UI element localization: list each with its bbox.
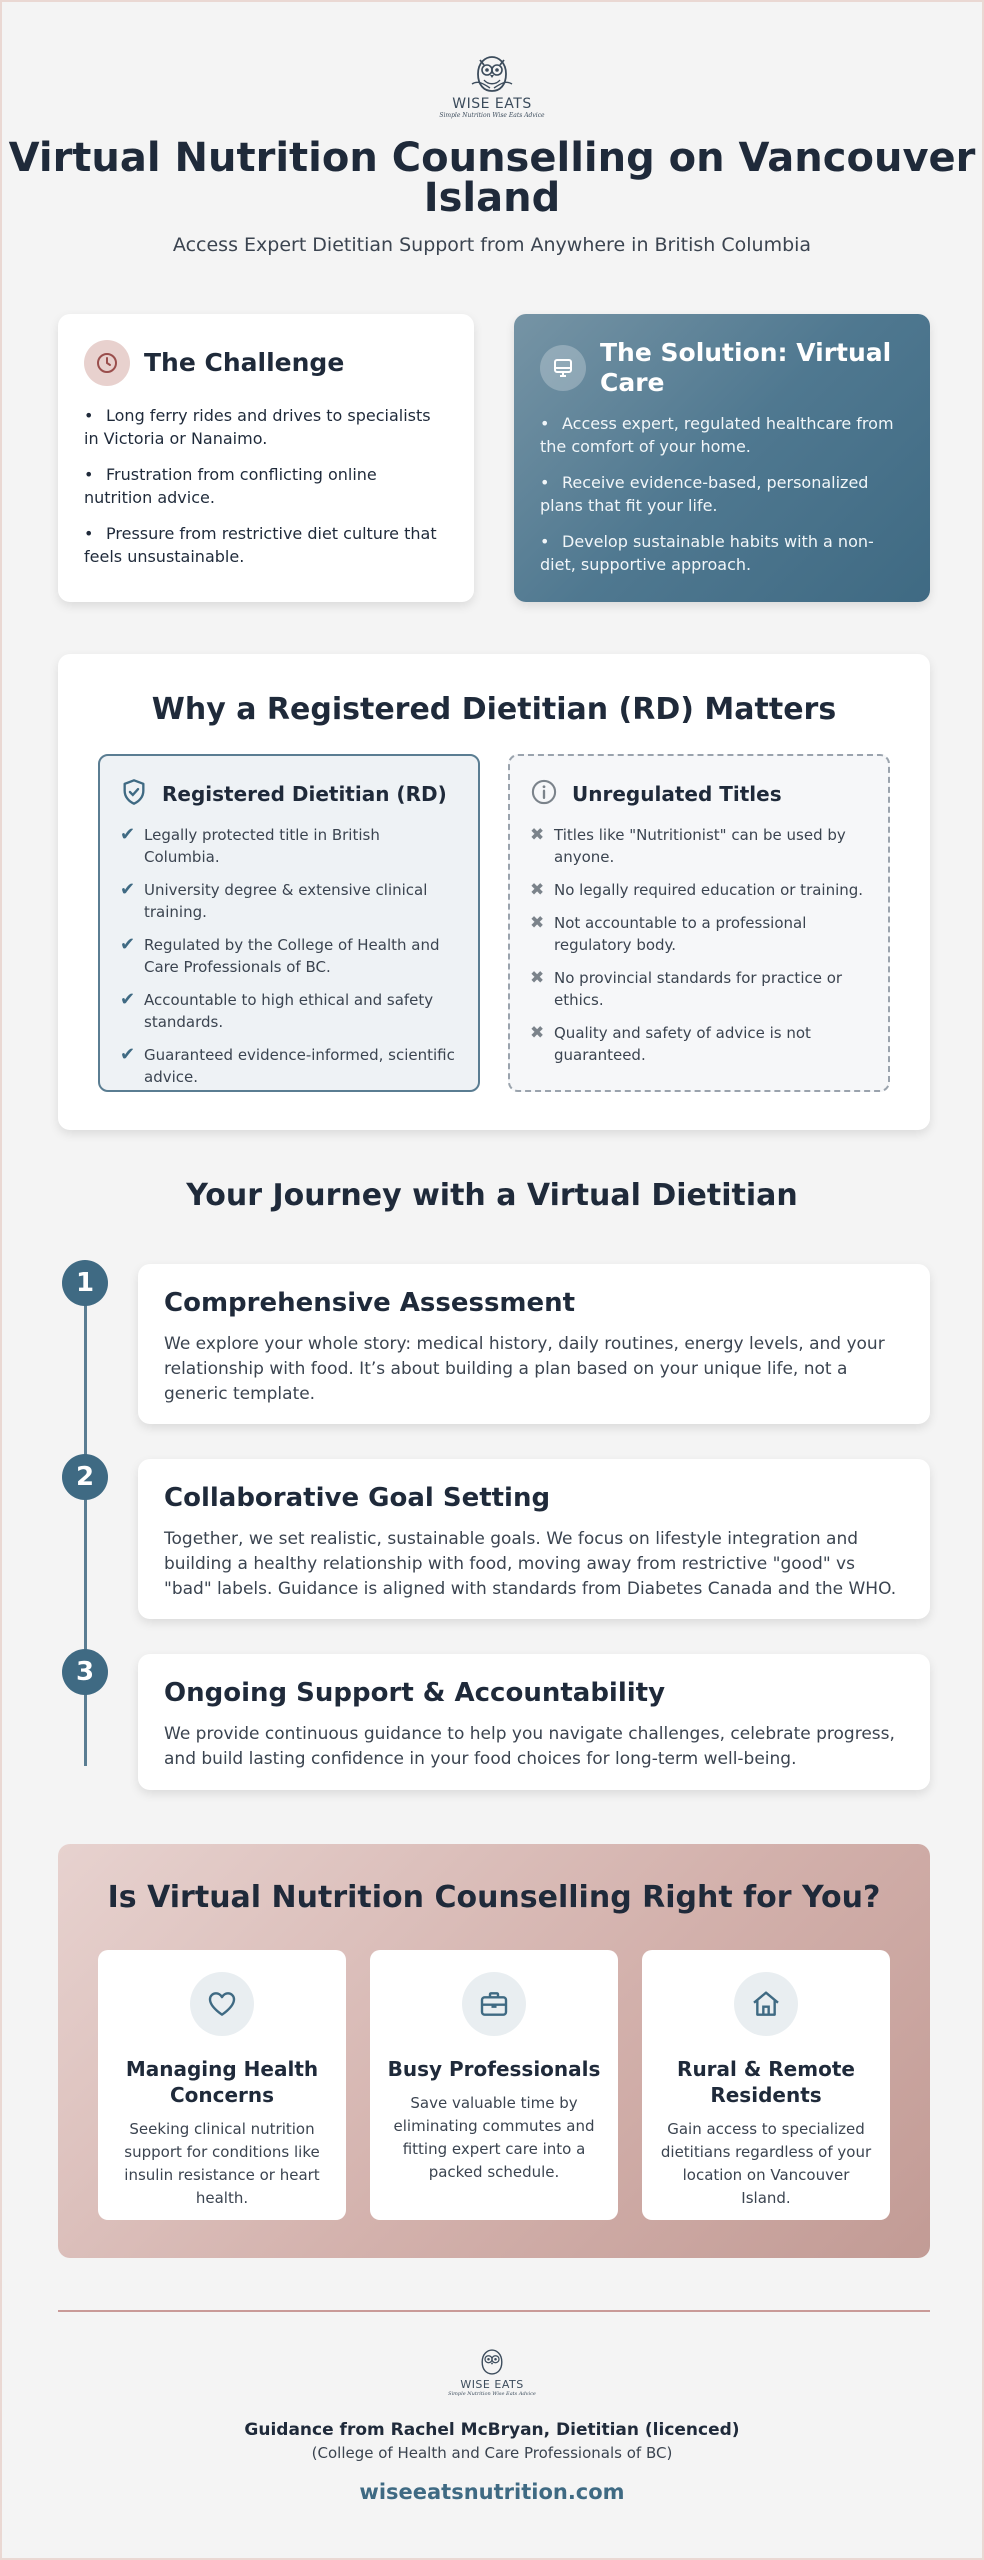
step-title: Collaborative Goal Setting [164, 1483, 551, 1513]
unregulated-titles-title: Unregulated Titles [572, 782, 782, 806]
list-item: • Access expert, regulated healthcare from the comfort of your home. [540, 412, 904, 458]
list-item: ✖ Not accountable to a professional regulatory body. [530, 913, 807, 954]
owl-logo-icon [476, 2348, 508, 2376]
footer-logo [2, 2348, 982, 2397]
audience-card-health [98, 1950, 346, 2220]
registered-dietitian-list [120, 824, 458, 1088]
x-icon: ✖ [530, 913, 545, 933]
solution-list [540, 412, 904, 576]
check-icon: ✔ [120, 879, 136, 900]
audience-card-description: Save valuable time by eliminating commutes and fitting expert care into a packed schedule. [393, 2094, 595, 2181]
page-subtitle: Access Expert Dietitian Support from Anywhere in British Columbia [172, 234, 812, 256]
audience-card-professionals [370, 1950, 618, 2220]
check-icon: ✔ [120, 989, 136, 1010]
list-item: ✔ Regulated by the College of Health and Care Professionals of BC. [120, 934, 440, 976]
list-item: ✖ Titles like "Nutritionist" can be used by anyone. [530, 825, 846, 866]
rd-section [58, 654, 930, 1130]
list-item: • Develop sustainable habits with a non-diet, supportive approach. [540, 530, 904, 576]
step-number: 2 [62, 1454, 108, 1500]
footer-divider [58, 2310, 930, 2312]
solution-title: The Solution: Virtual Care [600, 338, 892, 397]
rd-section-title: Why a Registered Dietitian (RD) Matters [151, 692, 837, 727]
x-icon: ✖ [530, 825, 545, 845]
list-item: ✔ Legally protected title in British Columbia. [120, 824, 380, 866]
registered-dietitian-title: Registered Dietitian (RD) [162, 782, 447, 806]
brand-logo [2, 54, 982, 119]
heart-icon [190, 1972, 254, 2036]
audience-card-title: Rural & Remote Residents [677, 2057, 855, 2107]
info-icon [530, 778, 558, 810]
check-icon: ✔ [120, 934, 136, 955]
briefcase-icon [462, 1972, 526, 2036]
brand-name: WISE EATS [452, 96, 532, 112]
brand-tagline: Simple Nutrition Wise Eats Advice [439, 112, 545, 119]
step-description: Together, we set realistic, sustainable goals. We focus on lifestyle integration and building a healthy relationship with food, moving away from restrictive "good" vs "bad" labels. Guidance is aligned with standards from Diabetes Canada and the WHO. [164, 1529, 897, 1599]
step-number: 1 [62, 1260, 108, 1306]
audience-card-description: Seeking clinical nutrition support for conditions like insulin resistance or heart health. [124, 2120, 320, 2207]
check-icon: ✔ [120, 1044, 136, 1065]
step-description: We explore your whole story: medical history, daily routines, energy levels, and your relationship with food. It’s about building a plan based on your unique life, not a generic template. [164, 1334, 885, 1404]
step-title: Comprehensive Assessment [164, 1288, 576, 1318]
list-item: ✖ No legally required education or training. [530, 880, 864, 900]
step-card-assessment [138, 1264, 930, 1424]
home-icon [734, 1972, 798, 2036]
audience-card-rural [642, 1950, 890, 2220]
unregulated-titles-box [508, 754, 890, 1092]
right-for-you-title: Is Virtual Nutrition Counselling Right for You? [107, 1880, 881, 1915]
journey-title: Your Journey with a Virtual Dietitian [186, 1178, 798, 1213]
challenge-card [58, 314, 474, 602]
list-item: ✔ Accountable to high ethical and safety standards. [120, 989, 434, 1031]
check-icon: ✔ [120, 824, 136, 845]
clock-icon [84, 340, 130, 386]
step-card-ongoing-support [138, 1654, 930, 1790]
list-item: • Receive evidence-based, personalized plans that fit your life. [540, 471, 904, 517]
footer-credential: (College of Health and Care Professionals of BC) [311, 2444, 673, 2462]
monitor-icon [540, 345, 586, 391]
challenge-title: The Challenge [144, 348, 345, 377]
list-item: ✖ No provincial standards for practice or ethics. [530, 968, 843, 1009]
list-item: ✖ Quality and safety of advice is not guaranteed. [530, 1023, 811, 1064]
shield-check-icon [120, 778, 148, 810]
page-title: Virtual Nutrition Counselling on Vancouver Island [8, 135, 976, 221]
footer-author: Guidance from Rachel McBryan, Dietitian (licenced) [244, 2420, 740, 2440]
x-icon: ✖ [530, 968, 545, 988]
list-item: ✔ University degree & extensive clinical training. [120, 879, 428, 921]
step-description: We provide continuous guidance to help you navigate challenges, celebrate progress, and build lasting confidence in your food choices for long-term well-being. [164, 1724, 895, 1769]
x-icon: ✖ [530, 1023, 545, 1043]
registered-dietitian-box [98, 754, 480, 1092]
right-for-you-section [58, 1844, 930, 2258]
audience-card-title: Busy Professionals [387, 2057, 601, 2081]
x-icon: ✖ [530, 880, 545, 900]
challenge-list [84, 404, 448, 568]
step-number: 3 [62, 1649, 108, 1695]
unregulated-titles-list [530, 824, 868, 1066]
brand-name: WISE EATS [460, 2378, 524, 2391]
step-title: Ongoing Support & Accountability [164, 1678, 666, 1708]
brand-tagline: Simple Nutrition Wise Eats Advice [448, 2391, 536, 2397]
solution-card [514, 314, 930, 602]
website-link[interactable]: wiseeatsnutrition.com [359, 2480, 625, 2504]
list-item: • Long ferry rides and drives to specialists in Victoria or Nanaimo. [84, 404, 448, 450]
step-card-goal-setting [138, 1459, 930, 1619]
list-item: • Pressure from restrictive diet culture that feels unsustainable. [84, 522, 448, 568]
audience-card-title: Managing Health Concerns [125, 2057, 319, 2107]
owl-logo-icon [470, 54, 514, 94]
list-item: • Frustration from conflicting online nutrition advice. [84, 463, 448, 509]
list-item: ✔ Guaranteed evidence-informed, scientific advice. [120, 1044, 455, 1086]
audience-card-description: Gain access to specialized dietitians regardless of your location on Vancouver Island. [660, 2120, 872, 2207]
